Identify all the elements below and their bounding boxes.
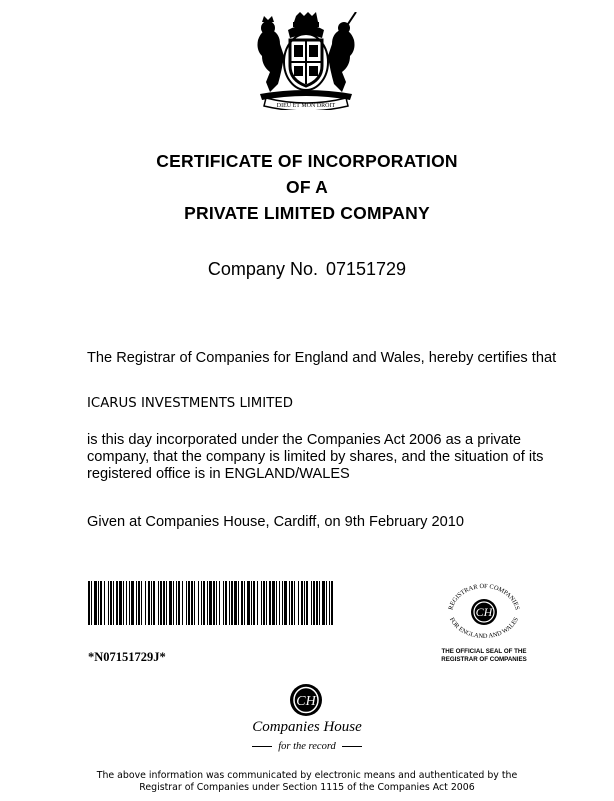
barcode-bar [151, 581, 152, 625]
barcode-bar [326, 581, 327, 625]
barcode-bar [131, 581, 134, 625]
barcode-bar [178, 581, 180, 625]
barcode-bar [198, 581, 199, 625]
barcode-bar [141, 581, 142, 625]
certificate-title-line1: CERTIFICATE OF INCORPORATION [156, 151, 458, 171]
barcode-bar [272, 581, 275, 625]
barcode-bar [213, 581, 215, 625]
barcode-bar [266, 581, 267, 625]
crest-motto: DIEU ET MON DROIT [276, 103, 336, 109]
barcode-bar [169, 581, 172, 625]
barcode-bar [251, 581, 252, 625]
barcode-bar [182, 581, 183, 625]
barcode-bar [209, 581, 212, 625]
barcode-bar [291, 581, 293, 625]
barcode-bar [94, 581, 97, 625]
registrar-intro: The Registrar of Companies for England and Wales, hereby certifies that [87, 350, 557, 366]
registrar-seal-icon [438, 580, 530, 642]
certificate-title-line3: PRIVATE LIMITED COMPANY [184, 203, 430, 223]
barcode-bar [123, 581, 124, 625]
company-name: ICARUS INVESTMENTS LIMITED [87, 396, 293, 411]
barcode-bar [331, 581, 333, 625]
barcode-bar [148, 581, 150, 625]
barcode-bar [191, 581, 193, 625]
barcode-bar [186, 581, 187, 625]
barcode-bar [153, 581, 155, 625]
barcode-bar [166, 581, 167, 625]
barcode-bar [238, 581, 239, 625]
barcode-bar [298, 581, 299, 625]
barcode-bar [247, 581, 250, 625]
barcode-bar [279, 581, 280, 625]
barcode-bar [319, 581, 320, 625]
barcode-bar [244, 581, 245, 625]
barcode-bar [269, 581, 271, 625]
seal-caption [426, 648, 542, 663]
barcode-bar [329, 581, 330, 625]
barcode-bar [282, 581, 283, 625]
companies-house-logo-icon [284, 682, 328, 718]
barcode-bar [113, 581, 114, 625]
barcode-bar [207, 581, 208, 625]
barcode-bar [284, 581, 287, 625]
barcode-bar [301, 581, 303, 625]
seal-ring-bottom: FOR ENGLAND AND WALES [447, 616, 521, 641]
barcode-bar [304, 581, 305, 625]
company-number [0, 259, 614, 280]
barcode-bar [108, 581, 109, 625]
barcode-bar [188, 581, 190, 625]
barcode-bar [322, 581, 325, 625]
barcode-bar [261, 581, 262, 625]
barcode-bar [194, 581, 195, 625]
barcode-bar [263, 581, 265, 625]
barcode-bar [129, 581, 130, 625]
svg-text:CH: CH [475, 605, 493, 619]
barcode-bar [104, 581, 105, 625]
barcode-bar [313, 581, 315, 625]
barcode-text: *N07151729J* [88, 650, 166, 664]
barcode-bar [91, 581, 92, 625]
barcode-bar [253, 581, 255, 625]
seal-caption-line1: THE OFFICIAL SEAL OF THE [441, 648, 527, 655]
barcode-bar [225, 581, 227, 625]
barcode-bar [138, 581, 140, 625]
barcode-bar [234, 581, 237, 625]
barcode-bar [88, 581, 90, 625]
incorporation-statement: is this day incorporated under the Companies Act 2006 as a private company, that the company is limited by shares, and the situation of its registered office is in ENGLAND/WALES [87, 432, 544, 482]
company-number-label: Company No. [207, 259, 318, 279]
barcode-bar [289, 581, 290, 625]
barcode-bar [203, 581, 205, 625]
barcode-icon [88, 581, 334, 625]
barcode-bar [306, 581, 308, 625]
barcode-bar [98, 581, 99, 625]
seal-caption-line2: REGISTRAR OF COMPANIES [441, 655, 527, 663]
companies-house-name: Companies House [252, 719, 362, 735]
company-number-value: 07151729 [325, 259, 407, 279]
tagline-text: for the record [278, 741, 336, 752]
barcode-bar [163, 581, 165, 625]
barcode-bar [276, 581, 277, 625]
barcode-bar [241, 581, 243, 625]
barcode-bar [257, 581, 258, 625]
tagline-dash-left [252, 746, 272, 747]
royal-coat-of-arms-icon [252, 12, 360, 110]
barcode-bar [316, 581, 318, 625]
barcode-bar [201, 581, 202, 625]
footer-line1: The above information was communicated by electronic means and authenticated by the [96, 770, 518, 781]
barcode-bar [311, 581, 312, 625]
svg-text:CH: CH [296, 694, 316, 709]
barcode-bar [116, 581, 118, 625]
barcode-bar [110, 581, 112, 625]
seal-ring-top: REGISTRAR OF COMPANIES [447, 582, 521, 611]
barcode-bar [229, 581, 230, 625]
barcode-bar [173, 581, 174, 625]
barcode-bar [145, 581, 146, 625]
barcode-bar [231, 581, 233, 625]
barcode-bar [219, 581, 220, 625]
barcode-bar [136, 581, 137, 625]
barcode-bar [126, 581, 127, 625]
barcode-bar [176, 581, 177, 625]
companies-house-tagline [0, 741, 614, 752]
footer-line2: Registrar of Companies under Section 1115 of the Companies Act 2006 [139, 782, 475, 793]
barcode-bar [119, 581, 122, 625]
barcode-bar [223, 581, 224, 625]
barcode-bar [294, 581, 295, 625]
barcode-bar [158, 581, 159, 625]
barcode-bar [100, 581, 102, 625]
barcode-bar [216, 581, 217, 625]
authentication-footer [0, 770, 614, 794]
barcode-bar [160, 581, 162, 625]
given-at-statement: Given at Companies House, Cardiff, on 9th February 2010 [87, 514, 464, 530]
tagline-dash-right [342, 746, 362, 747]
certificate-title-line2: OF A [286, 177, 328, 197]
